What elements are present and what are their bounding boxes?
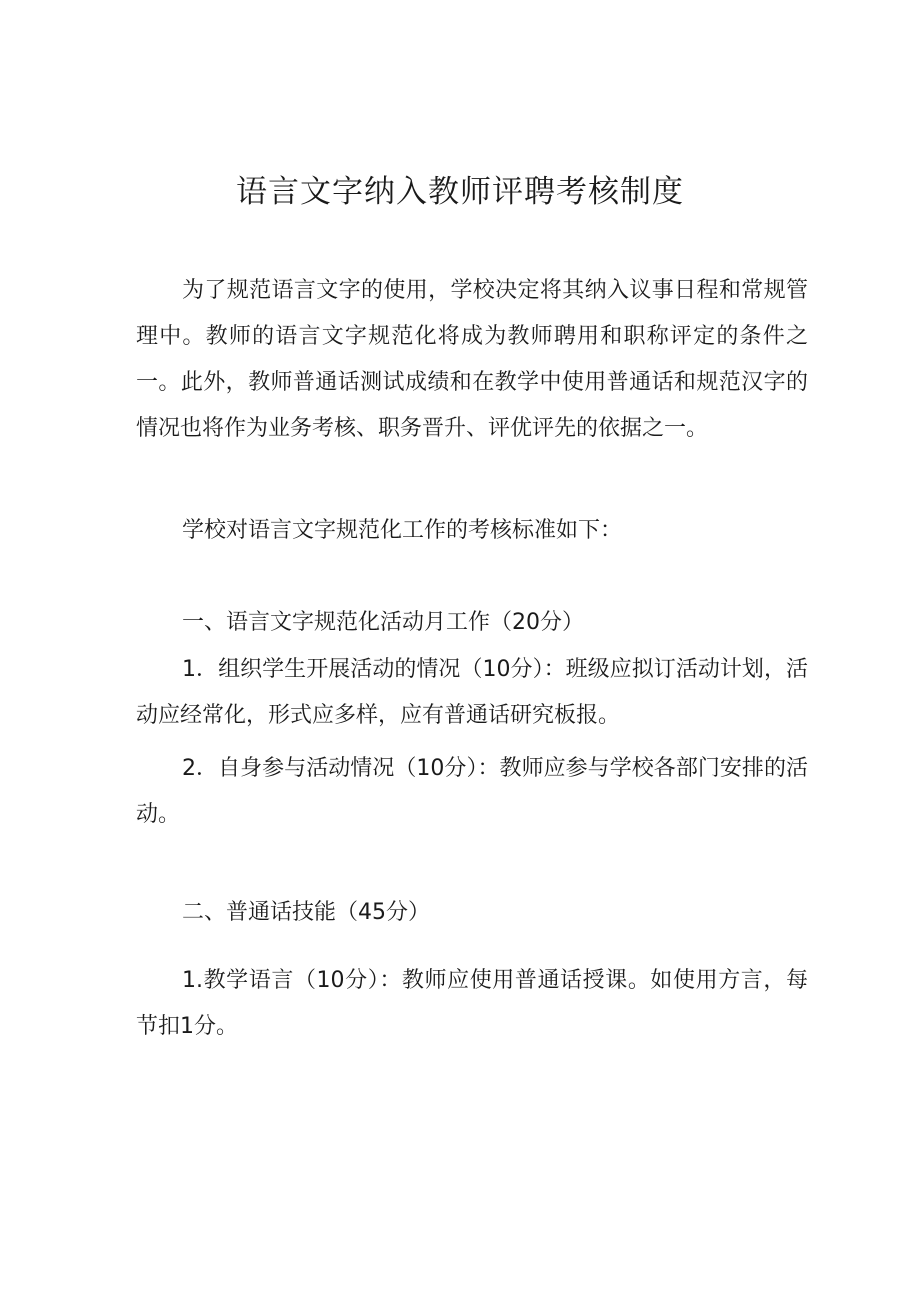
section1-item1: 1．组织学生开展活动的情况（10分）：班级应拟订活动计划，活动应经常化，形式应多样，应有普通话研究板报。 [136, 657, 808, 728]
standards-intro-paragraph: 学校对语言文字规范化工作的考核标准如下： [182, 518, 623, 543]
section2-heading: 二、普通话技能（45分） [182, 900, 430, 925]
intro-paragraph: 为了规范语言文字的使用，学校决定将其纳入议事日程和常规管理中。教师的语言文字规范化将成为教师聘用和职称评定的条件之一。此外，教师普通话测试成绩和在教学中使用普通话和规范汉字的情况也将作为业务考核、职务晋升、评优评先的依据之一。 [136, 278, 808, 441]
section1-item2: 2．自身参与活动情况（10分）：教师应参与学校各部门安排的活动。 [136, 756, 808, 827]
section1-heading: 一、语言文字规范化活动月工作（20分） [182, 610, 584, 635]
document-title: 语言文字纳入教师评聘考核制度 [236, 174, 684, 210]
section2-item1: 1.教学语言（10分）：教师应使用普通话授课。如使用方言，每节扣1分。 [136, 968, 808, 1039]
